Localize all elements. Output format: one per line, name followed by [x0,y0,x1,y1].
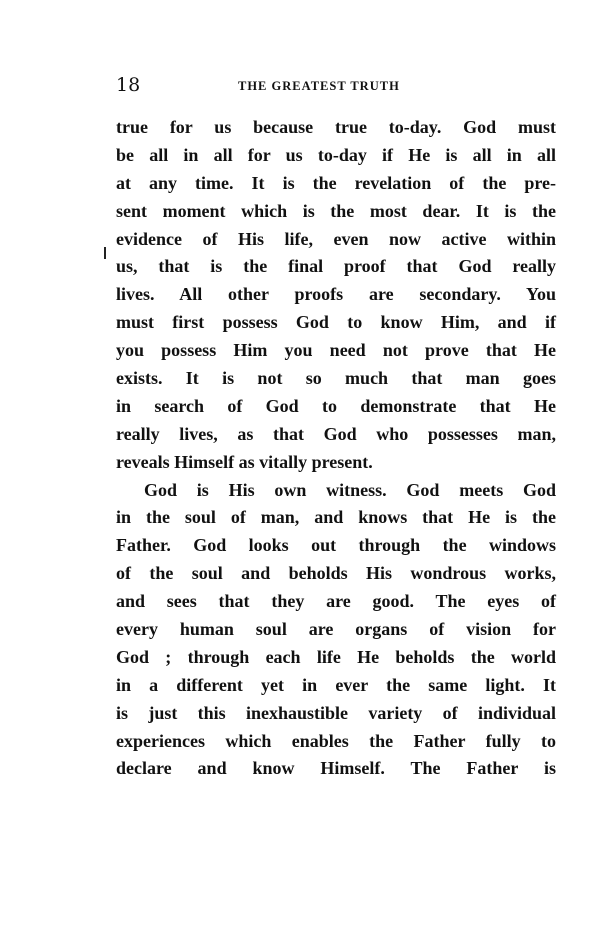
text-line: exists. It is not so much that man goes [116,368,556,389]
text-line: you possess Him you need not prove that He [116,340,556,361]
text-line: evidence of His life, even now active within [116,228,556,249]
text-line: be all in all for us to-day if He is all in all [116,144,556,165]
text-line: God ; through each life He beholds the world [116,646,556,667]
text-line: declare and know Himself. The Father is [116,758,556,779]
text-line: in a different yet in ever the same light. It [116,674,556,695]
text-line: really lives, as that God who possesses man, [116,423,556,444]
text-line: Father. God looks out through the windows [116,535,556,556]
running-title: THE GREATEST TRUTH [238,79,400,93]
text-line: in search of God to demonstrate that He [116,395,556,416]
text-line: at any time. It is the revelation of the pre- [116,172,556,193]
text-line: experiences which enables the Father fully to [116,730,556,751]
text-line: lives. All other proofs are secondary. You [116,284,556,305]
paragraph-2 [116,477,556,784]
text-line: of the soul and beholds His wondrous works, [116,563,556,584]
text-line: and sees that they are good. The eyes of [116,591,556,612]
text-line: must first possess God to know Him, and if [116,312,556,333]
paragraph-1 [116,114,556,477]
body-text [116,114,556,783]
text-line: sent moment which is the most dear. It is the [116,200,556,221]
text-line: reveals Himself as vitally present. [116,451,373,472]
text-line: us, that is the final proof that God really [116,256,556,277]
text-line: every human soul are organs of vision for [116,619,556,640]
page-number: 18 [116,74,141,96]
running-head [116,74,556,98]
text-line: true for us because true to-day. God must [116,117,556,137]
text-line: is just this inexhaustible variety of individual [116,702,556,723]
text-line: in the soul of man, and knows that He is the [116,507,556,528]
text-line: God is His own witness. God meets God [144,479,556,500]
margin-mark [104,247,106,259]
